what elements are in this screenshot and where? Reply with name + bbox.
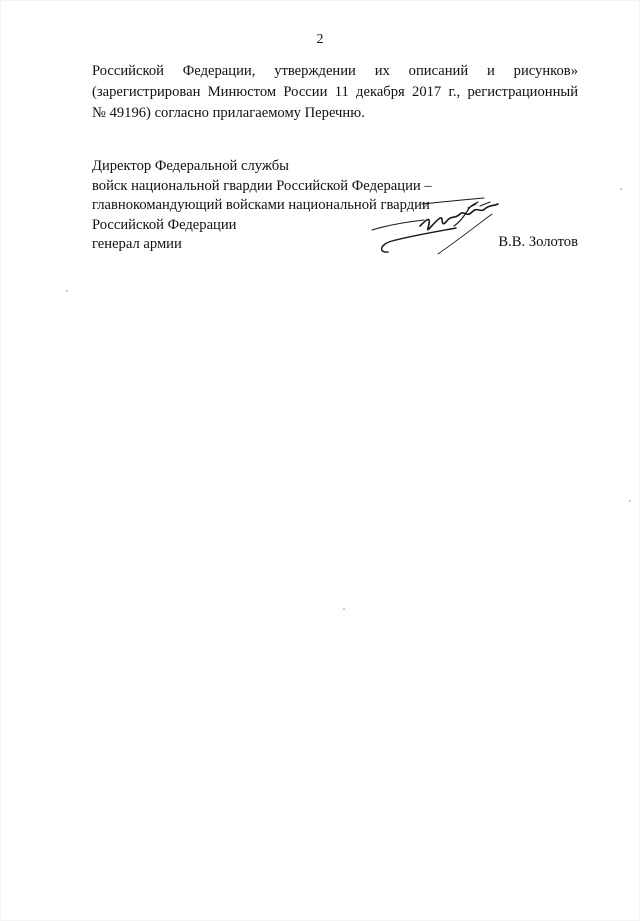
paragraph-line: № 49196) согласно прилагаемому Перечню. <box>92 105 365 121</box>
signatory-title-line: Российской Федерации <box>92 216 237 233</box>
handwritten-signature-icon <box>368 192 508 258</box>
scan-speck <box>629 500 631 502</box>
scan-speck <box>66 290 68 292</box>
signatory-title-line: главнокомандующий войсками национальной гвардии <box>92 197 430 213</box>
signatory-title-line: Директор Федеральной службы <box>92 158 289 174</box>
paragraph-line: Российской Федерации, утверждении их описаний и рисунков» <box>92 63 578 79</box>
signatory-title-line: войск национальной гвардии Российской Федерации – <box>92 177 432 194</box>
scan-speck <box>343 608 345 610</box>
body-paragraph <box>92 61 578 124</box>
signatory-rank: генерал армии <box>92 236 182 252</box>
scan-speck <box>620 188 622 190</box>
page-number: 2 <box>316 32 324 47</box>
signatory-name: В.В. Золотов <box>498 234 578 250</box>
paragraph-line: (зарегистрирован Минюстом России 11 декабря 2017 г., регистрационный <box>92 84 578 100</box>
